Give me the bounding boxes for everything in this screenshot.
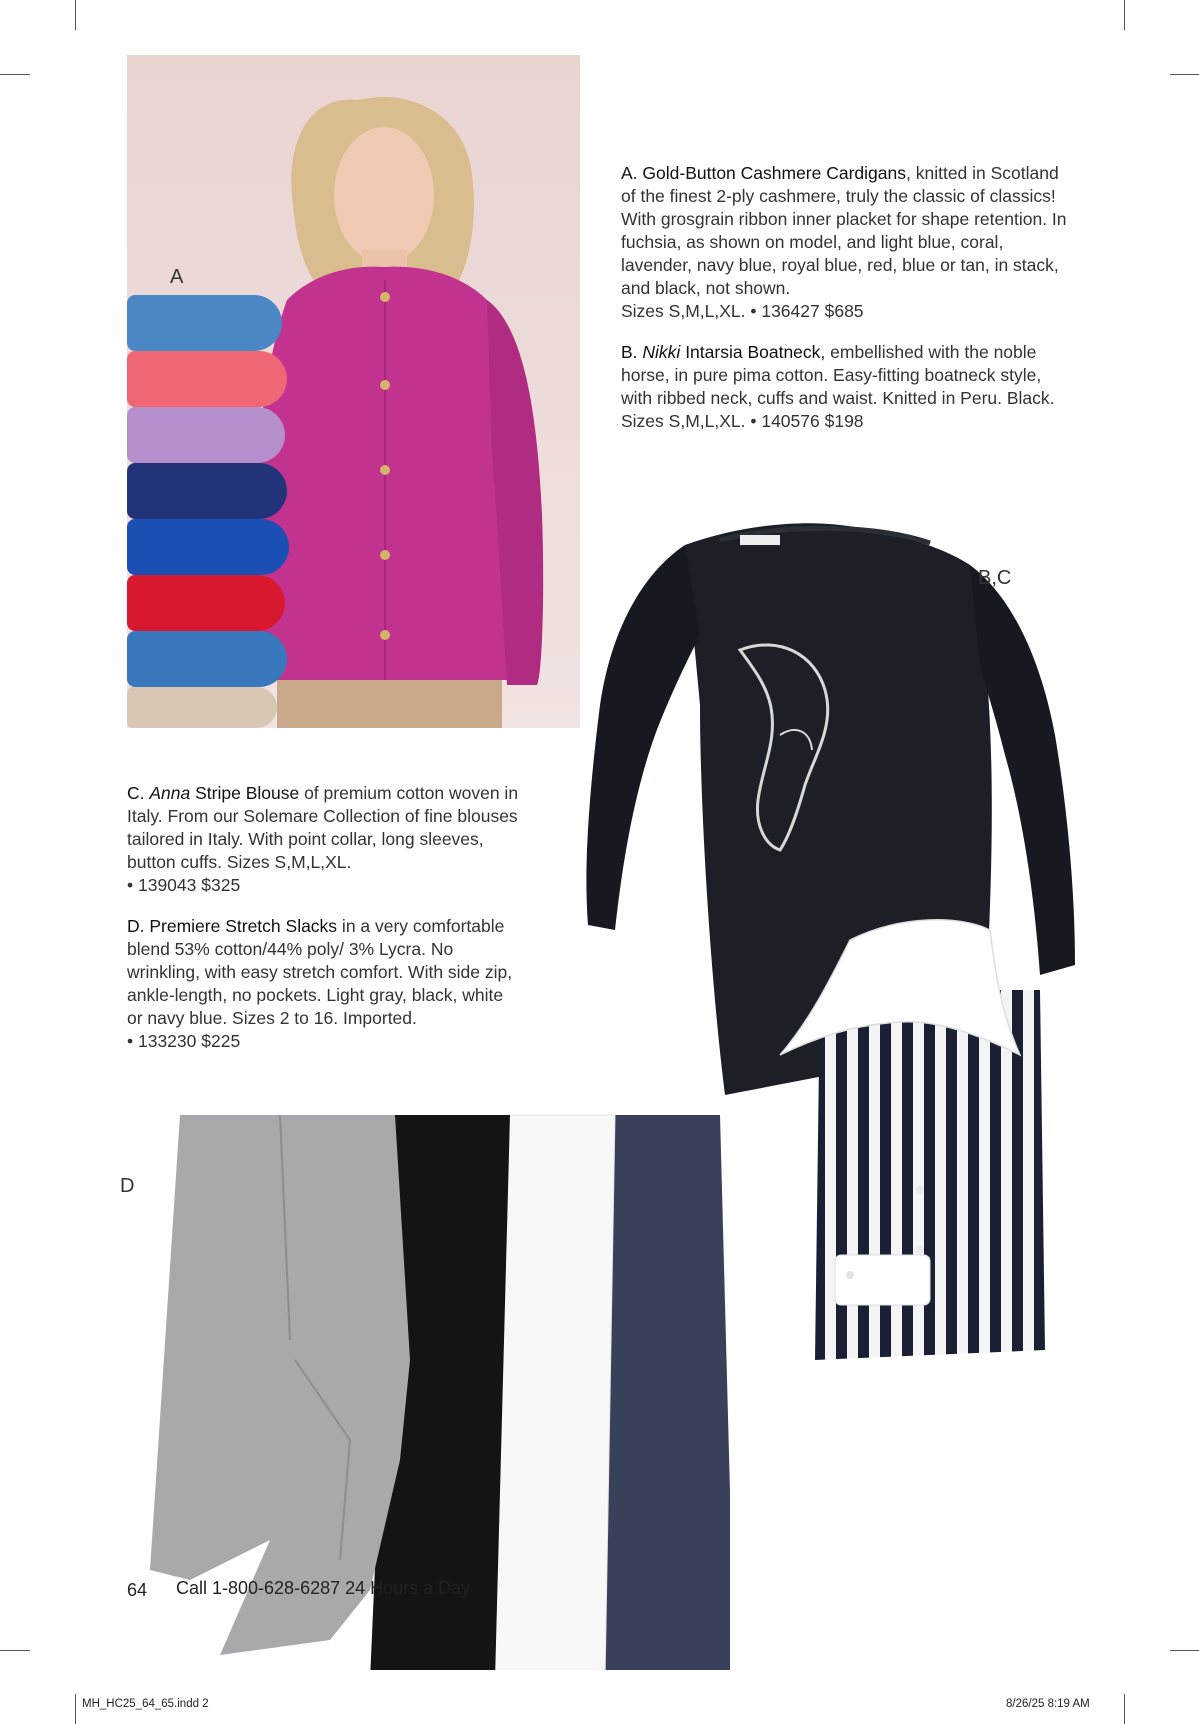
product-b-body: embellished with the noble horse, in pure pima cotton. Easy-fitting boatneck style, with ribbed neck, cuffs and waist. Knitted in Peru. Black. Sizes S,M,L,XL. • 140576 $198 xyxy=(621,342,1055,431)
product-a-description xyxy=(621,162,1071,323)
product-c-title-italic: Anna xyxy=(149,783,191,803)
product-a-sizes-price: Sizes S,M,L,XL. • 136427 $685 xyxy=(621,301,864,321)
fold-coral xyxy=(127,351,287,407)
crop-mark xyxy=(75,0,76,30)
product-d-price: • 133230 $225 xyxy=(127,1031,241,1051)
label-a: A xyxy=(170,266,184,288)
product-b-prefix: B. xyxy=(621,342,643,362)
fold-navy xyxy=(127,463,287,519)
label-b-c: B,C xyxy=(978,567,1012,589)
page-number: 64 xyxy=(127,1580,148,1600)
fold-red xyxy=(127,575,285,631)
copy-c-d xyxy=(127,782,522,1071)
crop-mark xyxy=(75,1694,76,1724)
crop-mark xyxy=(0,74,30,75)
product-c-prefix: C. xyxy=(127,783,150,803)
fold-tan xyxy=(127,687,277,728)
crop-mark xyxy=(1170,74,1199,75)
label-d: D xyxy=(120,1175,135,1197)
slug-file: MH_HC25_64_65.indd 2 xyxy=(82,1698,209,1710)
fold-royal-blue xyxy=(127,519,289,575)
product-c-description xyxy=(127,782,522,897)
fold-lavender xyxy=(127,407,285,463)
crop-mark xyxy=(1170,1650,1199,1651)
copy-a-b xyxy=(621,162,1071,451)
product-b-title-italic: Nikki xyxy=(642,342,681,362)
product-c-price: • 139043 $325 xyxy=(127,875,241,895)
product-c-title-rest: Stripe Blouse xyxy=(190,783,300,803)
product-d-body: in a very comfortable blend 53% cotton/44% poly/ 3% Lycra. No wrinkling, with easy stretch comfort. With side zip, ankle-length, no pockets. Light gray, black, white or navy blue. Sizes 2 to 16. Imported. xyxy=(127,916,513,1028)
slug-timestamp: 8/26/25 8:19 AM xyxy=(1006,1698,1090,1710)
product-b-description xyxy=(621,341,1071,433)
product-b-title-rest: Intarsia Boatneck, xyxy=(680,342,826,362)
product-d-title: D. Premiere Stretch Slacks xyxy=(127,916,338,936)
fold-blue xyxy=(127,631,287,687)
crop-mark xyxy=(1124,0,1125,30)
crop-mark xyxy=(1124,1694,1125,1724)
blouse-illustration xyxy=(770,910,1070,1370)
product-a-body: , knitted in Scotland of the finest 2-ply cashmere, truly the classic of classics! With grosgrain ribbon inner placket for shape retention. In fuchsia, as shown on model, and light blue, coral, lavender, navy blue, royal blue, red, blue or tan, in stack, and black, not shown. xyxy=(621,163,1067,298)
product-d-description xyxy=(127,915,522,1053)
stripe-blouse-photo xyxy=(770,910,1070,1370)
product-b-title xyxy=(621,342,825,362)
product-c-body: of premium cotton woven in Italy. From our Solemare Collection of fine blouses tailored in Italy. With point collar, long sleeves, button cuffs. Sizes S,M,L,XL. xyxy=(127,783,519,872)
product-c-title xyxy=(127,783,299,803)
product-a-title: A. Gold-Button Cashmere Cardigans xyxy=(621,163,906,183)
crop-mark xyxy=(0,1650,30,1651)
fold-light-blue xyxy=(127,295,282,351)
phone-line: Call 1-800-628-6287 24 Hours a Day xyxy=(176,1578,471,1598)
